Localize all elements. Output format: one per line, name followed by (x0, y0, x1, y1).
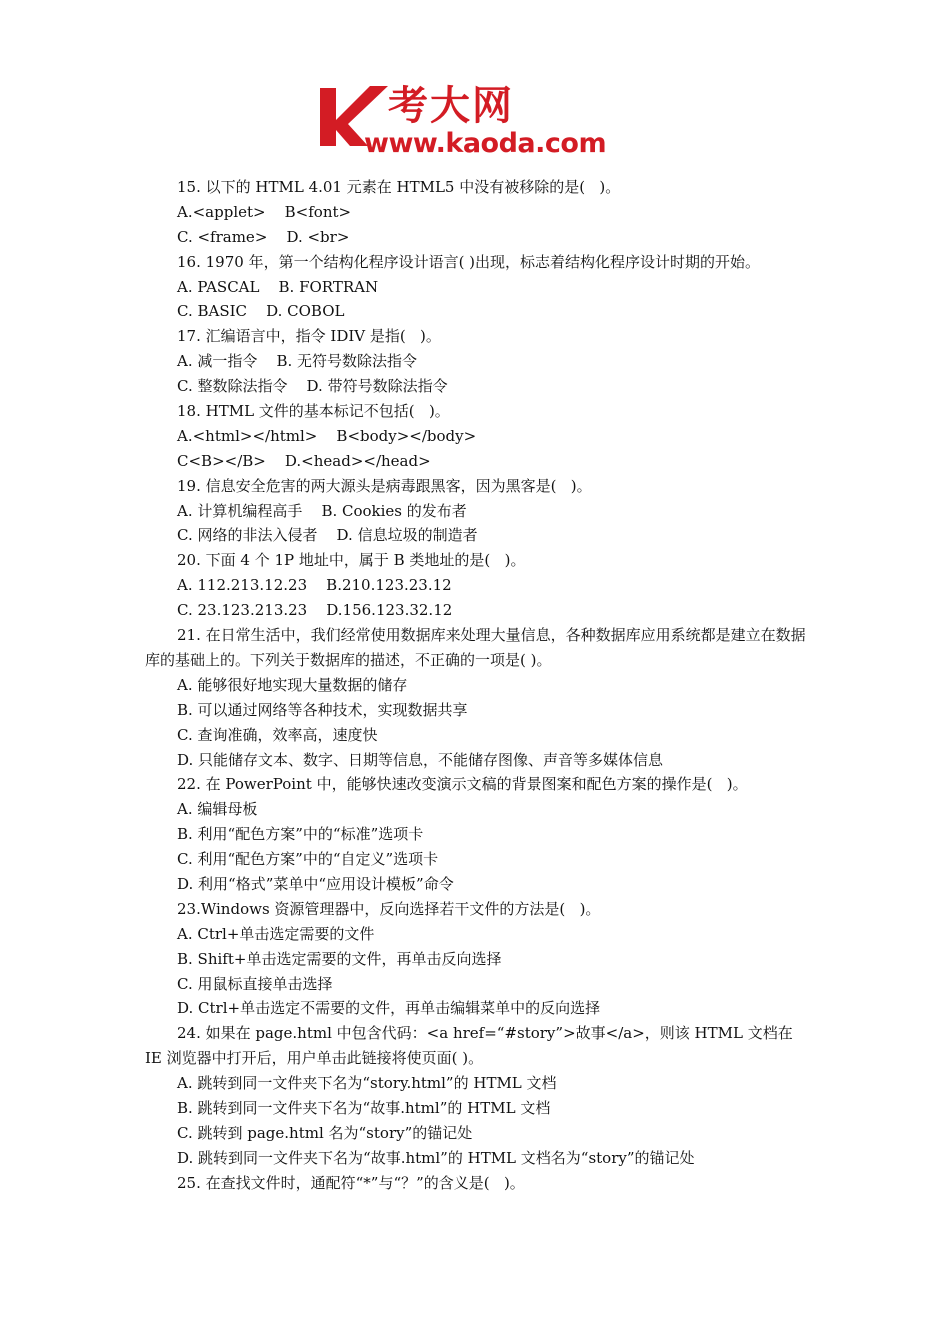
question-line: 23.Windows 资源管理器中，反向选择若干文件的方法是( )。 (177, 899, 601, 918)
answer-option-line: C. BASIC D. COBOL (177, 302, 345, 321)
answer-option-line: C. 跳转到 page.html 名为“story”的锚记处 (177, 1123, 473, 1142)
answer-option-line: B. 利用“配色方案”中的“标准”选项卡 (177, 825, 424, 844)
answer-option-line: C<B></B> D.<head></head> (177, 451, 431, 470)
kaoda-logo (318, 84, 638, 162)
answer-option-line: C. 整数除法指令 D. 带符号数除法指令 (177, 377, 448, 396)
question-line: 17. 汇编语言中，指令 IDIV 是指( )。 (177, 327, 441, 346)
answer-option-line: A. 编辑母板 (177, 800, 258, 819)
answer-option-line: C. 利用“配色方案”中的“自定义”选项卡 (177, 850, 439, 869)
answer-option-line: A. Ctrl+单击选定需要的文件 (177, 924, 375, 943)
answer-option-line: A. 跳转到同一文件夹下名为“story.html”的 HTML 文档 (177, 1074, 557, 1093)
answer-option-line: C. <frame> D. <br> (177, 227, 350, 246)
logo-chinese-text: 考大网 (388, 83, 514, 129)
answer-option-line: A.<applet> B<font> (177, 202, 352, 221)
answer-option-line: D. 跳转到同一文件夹下名为“故事.html”的 HTML 文档名为“story”的锚记处 (177, 1148, 695, 1167)
question-list (145, 175, 810, 1196)
answer-option-line: D. Ctrl+单击选定不需要的文件，再单击编辑菜单中的反向选择 (177, 999, 601, 1018)
question-line: 21. 在日常生活中，我们经常使用数据库来处理大量信息，各种数据库应用系统都是建立在数据库的基础上的。下列关于数据库的描述，不正确的一项是( )。 (145, 626, 806, 669)
answer-option-line: C. 查询准确，效率高，速度快 (177, 725, 378, 744)
answer-option-line: A. 能够很好地实现大量数据的储存 (177, 675, 408, 694)
answer-option-line: A.<html></html> B<body></body> (177, 426, 477, 445)
logo-url-text: www.kaoda.com (364, 128, 607, 159)
question-line: 18. HTML 文件的基本标记不包括( )。 (177, 402, 450, 421)
answer-option-line: B. 跳转到同一文件夹下名为“故事.html”的 HTML 文档 (177, 1099, 551, 1118)
question-line: 15. 以下的 HTML 4.01 元素在 HTML5 中没有被移除的是( )。 (177, 178, 621, 196)
answer-option-line: B. Shift+单击选定需要的文件，再单击反向选择 (177, 949, 502, 968)
question-line: 24. 如果在 page.html 中包含代码：<a href=“#story”>故事</a>，则该 HTML 文档在 IE 浏览器中打开后，用户单击此链接将使页面( )。 (145, 1024, 793, 1068)
answer-option-line: B. 可以通过网络等各种技术，实现数据共享 (177, 700, 468, 719)
question-line: 19. 信息安全危害的两大源头是病毒跟黑客，因为黑客是( )。 (177, 476, 592, 495)
answer-option-line: C. 网络的非法入侵者 D. 信息垃圾的制造者 (177, 526, 478, 545)
answer-option-line: C. 23.123.213.23 D.156.123.32.12 (177, 601, 453, 620)
answer-option-line: A. PASCAL B. FORTRAN (177, 277, 379, 296)
answer-option-line: A. 减一指令 B. 无符号数除法指令 (177, 352, 418, 371)
question-line: 22. 在 PowerPoint 中，能够快速改变演示文稿的背景图案和配色方案的操作是( )。 (177, 775, 748, 794)
answer-option-line: A. 计算机编程高手 B. Cookies 的发布者 (177, 501, 467, 520)
answer-option-line: D. 只能储存文本、数字、日期等信息，不能储存图像、声音等多媒体信息 (177, 750, 664, 769)
answer-option-line: A. 112.213.12.23 B.210.123.23.12 (177, 576, 452, 595)
question-line: 25. 在查找文件时，通配符“*”与“？”的含义是( )。 (177, 1173, 525, 1192)
answer-option-line: D. 利用“格式”菜单中“应用设计模板”命令 (177, 874, 454, 893)
question-line: 20. 下面 4 个 1P 地址中，属于 B 类地址的是( )。 (177, 551, 526, 570)
answer-option-line: C. 用鼠标直接单击选择 (177, 974, 333, 993)
question-line: 16. 1970 年，第一个结构化程序设计语言( )出现，标志着结构化程序设计时期的开始。 (177, 252, 761, 271)
